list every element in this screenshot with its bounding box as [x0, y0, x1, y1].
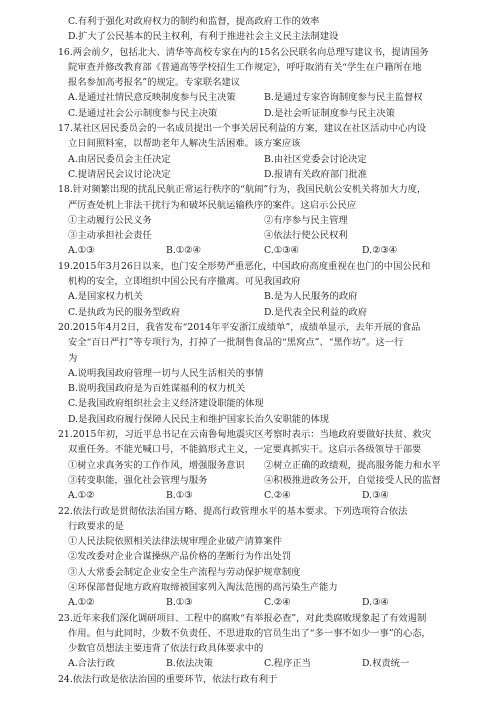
- q18-choice-c: C.①③④: [264, 245, 299, 257]
- q17-option-d: D.报请有关政府部门批准: [264, 168, 368, 180]
- q23-choice-d: D.权责统一: [362, 658, 410, 670]
- q18-item-1: ①主动履行公民义务: [68, 214, 152, 226]
- q18-choice-d: D.②③④: [362, 245, 398, 257]
- q16-option-d: D.是社会听证制度参与民主决策: [264, 107, 395, 119]
- q22-stem-line: 行政要求的是: [68, 520, 124, 532]
- q22-item-1: ①人民法院依照相关法律法规审理企业破产清算案件: [68, 536, 282, 548]
- q19-stem-line: 机构的安全，立即组织中国公民有序撤离。可见我国政府: [68, 276, 301, 288]
- question-21: [58, 427, 460, 503]
- q21-stem-line: 21.2015年初，习近平总书记在云南鲁甸地震灾区考察时表示：当地政府要做好扶贫、救灾: [58, 429, 432, 441]
- q21-item-4: ④积极推进政务公开，自觉接受人民的监督: [264, 474, 441, 486]
- q18-choice-a: A.①③: [68, 245, 95, 257]
- q21-choice-d: D.③④: [362, 490, 389, 502]
- q20-stem-line: 安全“百日严打”等专项行为，打掉了一批制售食品的“黑窝点”、“黑作坊”。这一行: [68, 337, 404, 349]
- question-22: [58, 504, 460, 611]
- q21-items-row: [58, 473, 460, 488]
- q15-option-d: D.扩大了公民基本的民主权利，有利于推进社会主义民主法制建设: [68, 31, 339, 43]
- q16-stem-line: 16.两会前夕，包括北大、清华等高校专家在内的15名公民联名向总理写建议书，提请国务: [58, 46, 429, 58]
- q21-choice-a: A.①②: [68, 490, 95, 502]
- q22-choice-c: C.②④: [264, 597, 291, 609]
- q23-choice-b: B.依法决策: [166, 658, 213, 670]
- q18-item-2: ②有序参与民主管理: [264, 214, 348, 226]
- q16-stem-line: 院审查并修改教育部《普通高等学校招生工作规定》，呼吁取消有关“学生在户籍所在地: [68, 61, 422, 73]
- q21-item-3: ③转变职能，强化社会管理与服务: [68, 474, 208, 486]
- q16-options-row: [58, 106, 460, 121]
- q20-option-a: A.说明我国政府管理一切与人民生活相关的事情: [68, 367, 264, 379]
- q23-choices-row: [58, 656, 460, 671]
- q23-stem-line: 少数官员想法主要违背了依法行政具体要求中的: [68, 643, 264, 655]
- q21-stem-line: 双重任务。不能光喊口号，不能搞形式主义，一定要真抓实干。这启示各级领导干部要: [68, 444, 422, 456]
- q22-item-2: ②发改委对企业合谋操纵产品价格的垄断行为作出处罚: [68, 551, 292, 563]
- q23-choice-a: A.合法行政: [68, 658, 115, 670]
- q16-option-c: C.是通过社会公示制度参与民主决策: [68, 107, 218, 119]
- q19-stem-line: 19.2015年3月26日以来，也门安全形势严重恶化，中国政府高度重视在也门的中国公民和: [58, 260, 431, 272]
- q22-item-4: ④环保部督促地方政府取缔被国家列入淘汰范围的高污染生产能力: [68, 581, 338, 593]
- q16-stem-line: 报名参加高考报名”的规定。专家联名建议: [68, 77, 241, 89]
- q19-option-c: C.是执政为民的服务型政府: [68, 306, 181, 318]
- q18-stem-line: 严厉查处机上非法干扰行为和破坏民航运输秩序的案件。这启示公民应: [68, 199, 357, 211]
- q19-option-d: D.是代表全民利益的政府: [264, 306, 368, 318]
- q19-option-a: A.是国家权力机关: [68, 291, 143, 303]
- q18-items-row: [58, 228, 460, 243]
- q23-stem-line: 23.近年来我们深化调研项目、工程中的腐败“有举报必查”，对此类腐败现象起了有效遏制: [58, 612, 427, 624]
- q16-options-row: [58, 90, 460, 105]
- question-24: [58, 672, 460, 687]
- q23-choice-c: C.程序正当: [264, 658, 311, 670]
- q16-option-b: B.是通过专家咨询制度参与民主监督权: [264, 92, 423, 104]
- q20-option-c: C.是我国政府组织社会主义经济建设职能的体现: [68, 398, 264, 410]
- q17-stem-line: 立日间照料室，以帮助老年人解决生活困难。该方案应该: [68, 138, 301, 150]
- q22-choice-d: D.③④: [362, 597, 389, 609]
- q18-items-row: [58, 213, 460, 228]
- question-19: [58, 259, 460, 320]
- q18-choices-row: [58, 243, 460, 258]
- q18-stem-line: 18.针对频繁出现的扰乱民航正常运行秩序的“航闹”行为，我国民航公安机关将加大力度，: [58, 184, 427, 196]
- question-23: [58, 611, 460, 672]
- question-18: [58, 182, 460, 258]
- q21-choice-c: C.②④: [264, 490, 291, 502]
- question-20: [58, 320, 460, 427]
- q19-options-row: [58, 305, 460, 320]
- q17-option-b: B.由社区党委会讨论决定: [264, 153, 367, 165]
- q18-item-4: ④依法行使公民权利: [264, 230, 348, 242]
- q21-choices-row: [58, 488, 460, 503]
- q22-item-3: ③人大常委会制定企业安全生产流程与劳动保护规章制度: [68, 566, 301, 578]
- q21-items-row: [58, 458, 460, 473]
- q18-item-3: ③主动承担社会责任: [68, 230, 152, 242]
- q17-option-c: C.提请居民会议讨论决定: [68, 168, 171, 180]
- q17-options-row: [58, 152, 460, 167]
- q23-stem-line: 作用。但与此同时，少数不负责任、不思进取的官员生出了“多一事不如少一事”的心态，: [68, 627, 431, 639]
- q22-stem-line: 22.依法行政是贯彻依法治国方略、提高行政管理水平的基本要求。下列选项符合依法: [58, 505, 408, 517]
- q22-choice-b: B.①③: [166, 597, 193, 609]
- q22-choices-row: [58, 595, 460, 610]
- q20-stem-line: 20.2015年4月2日，我省发布“2014年平安浙江成绩单”，成绩单显示，去年开展的食品: [58, 321, 421, 333]
- q16-option-a: A.是通过社情民意反映制度参与民主决策: [68, 92, 236, 104]
- q18-choice-b: B.①②④: [166, 245, 201, 257]
- q15-option-c: C.有利于强化对政府权力的制约和监督，提高政府工作的效率: [68, 16, 320, 27]
- q20-option-b: B.说明我国政府是为百姓谋福利的权力机关: [68, 383, 246, 395]
- question-16: [58, 45, 460, 121]
- q20-option-d: D.是我国政府履行保障人民民主和维护国家长治久安职能的体现: [68, 413, 330, 425]
- q17-option-a: A.由居民委员会主任决定: [68, 153, 171, 165]
- q21-item-1: ①树立求真务实的工作作风，增强服务意识: [68, 459, 245, 471]
- q20-stem-line: 为: [68, 352, 78, 364]
- q19-option-b: B.是为人民服务的政府: [264, 291, 358, 303]
- q19-options-row: [58, 289, 460, 304]
- q17-options-row: [58, 167, 460, 182]
- question-17: [58, 121, 460, 182]
- q24-stem-line: 24.依法行政是依法治国的重要环节，依法行政有利于: [58, 673, 278, 685]
- q17-stem-line: 17.某社区居民委员会的一名成员提出一个事关居民利益的方案，建议在社区活动中心内设: [58, 123, 427, 135]
- q22-choice-a: A.①②: [68, 597, 95, 609]
- q21-choice-b: B.①③: [166, 490, 193, 502]
- q21-item-2: ②树立正确的政绩观，提高服务能力和水平: [264, 459, 441, 471]
